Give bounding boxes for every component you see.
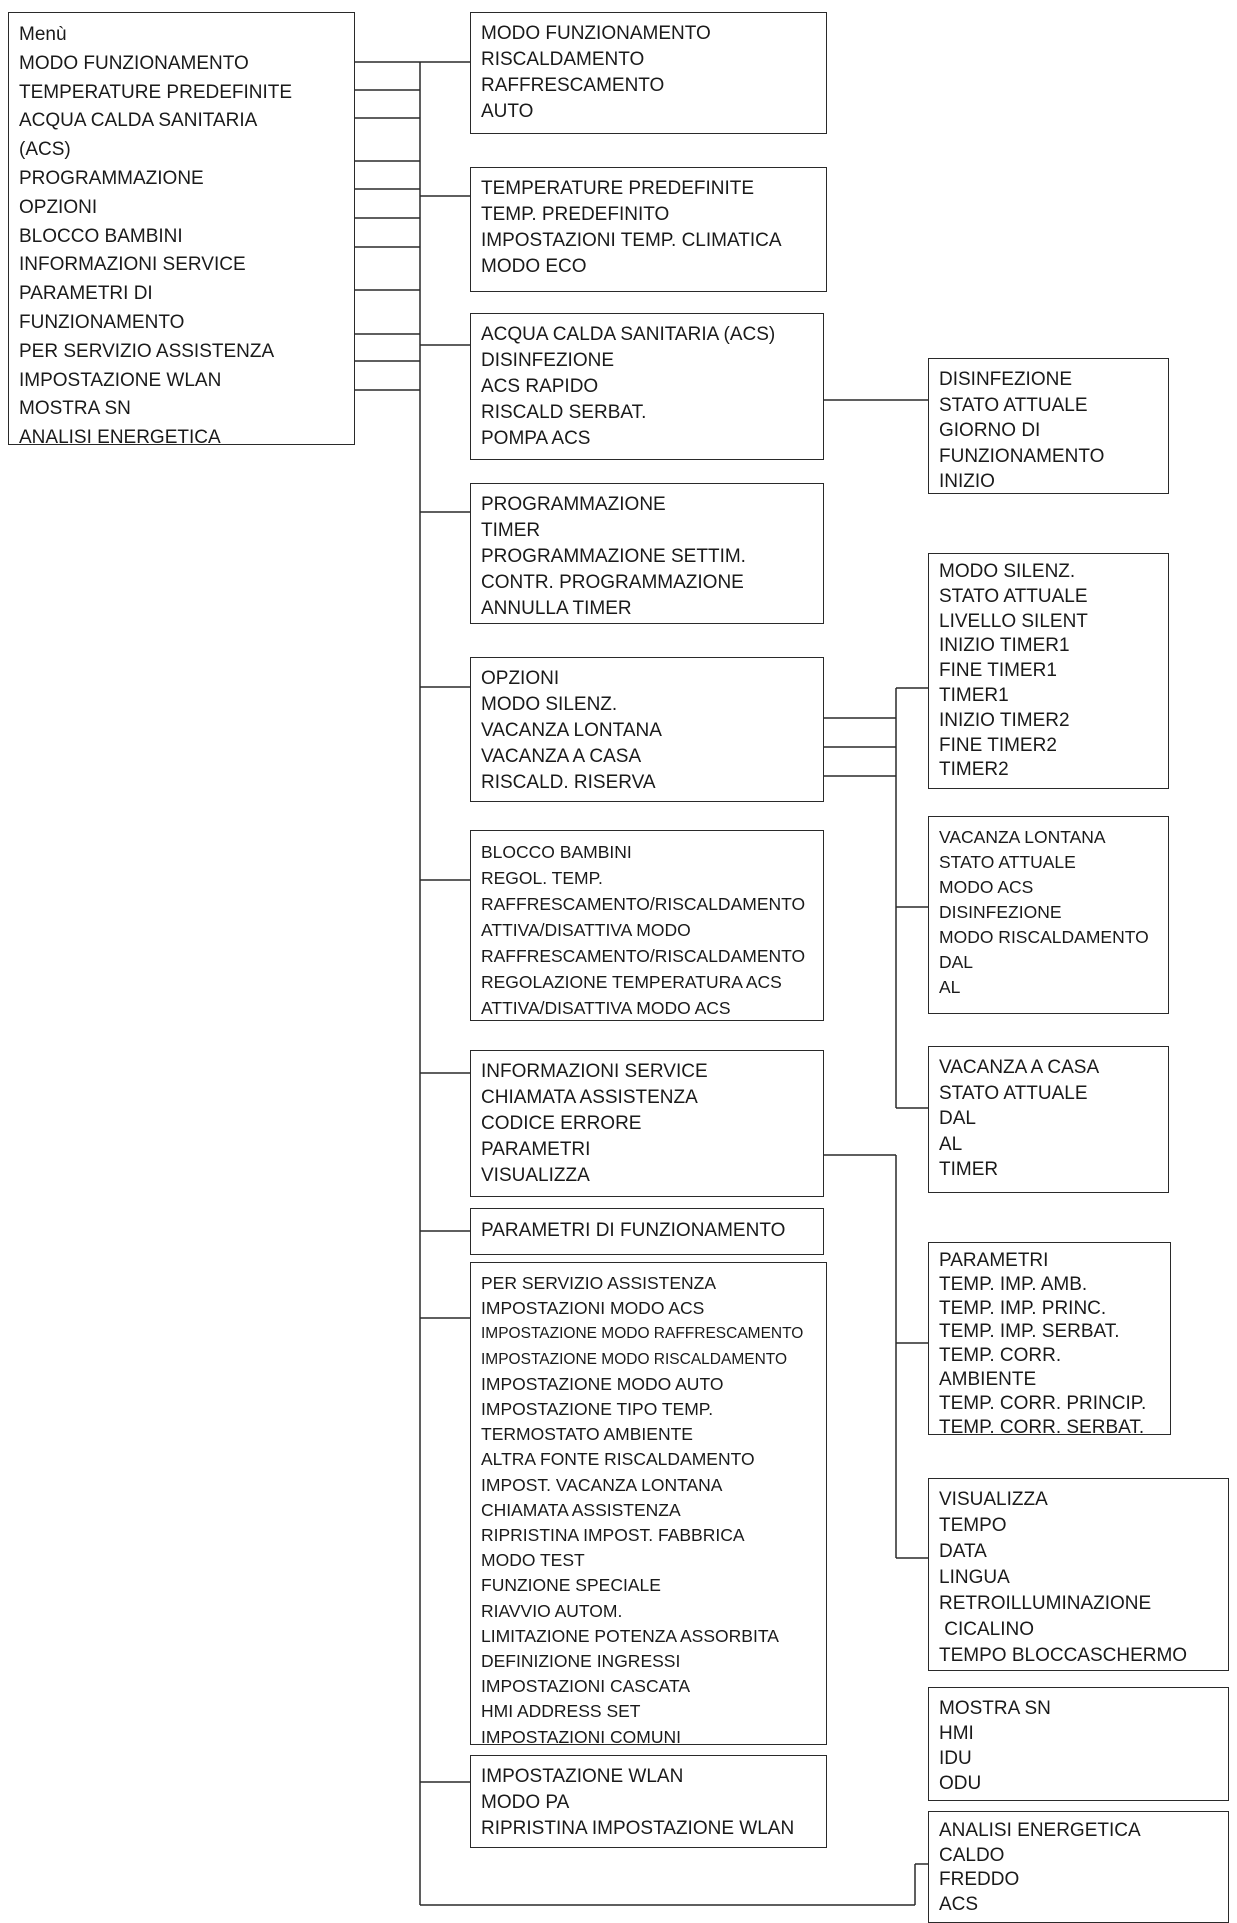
submenu-line: TEMP. PREDEFINITO	[481, 204, 670, 225]
submenu-line: PARAMETRI DI FUNZIONAMENTO	[481, 1220, 786, 1241]
detail-line: LINGUA	[939, 1567, 1010, 1588]
detail-analisi-energetica	[928, 1811, 1229, 1923]
submenu-line: RISCALDAMENTO	[481, 49, 645, 70]
submenu-informazioni-service	[470, 1050, 824, 1197]
submenu-line: MODO PA	[481, 1792, 570, 1813]
detail-line: STATO ATTUALE	[939, 394, 1088, 416]
detail-line: INIZIO	[939, 471, 995, 492]
detail-line: TEMPO BLOCCASCHERMO	[939, 1645, 1188, 1666]
submenu-line: RISCALD SERBAT.	[481, 402, 647, 423]
menu-item-funzionamento: FUNZIONAMENTO	[19, 311, 185, 333]
submenu-temperature-predefinite	[470, 167, 827, 292]
submenu-line: TEMPERATURE PREDEFINITE	[481, 178, 755, 199]
submenu-servizio-assistenza	[470, 1262, 827, 1745]
submenu-opzioni	[470, 657, 824, 802]
menu-item-temperature-predefinite: TEMPERATURE PREDEFINITE	[19, 81, 293, 103]
detail-line: CALDO	[939, 1844, 1005, 1866]
detail-disinfezione	[928, 358, 1169, 494]
detail-line: AL	[939, 977, 961, 997]
detail-line: RETROILLUMINAZIONE	[939, 1593, 1152, 1614]
detail-line: INIZIO TIMER1	[939, 635, 1070, 657]
detail-modo-silenz	[928, 553, 1169, 789]
detail-line: DAL	[939, 952, 974, 972]
submenu-line: ACS RAPIDO	[481, 376, 599, 397]
main-menu-box	[8, 12, 355, 449]
submenu-line: RAFFRESCAMENTO	[481, 75, 665, 96]
submenu-line: OPZIONI	[481, 668, 560, 689]
detail-line: TEMP. CORR. SERBAT.	[939, 1416, 1145, 1438]
submenu-line: RISCALD. RISERVA	[481, 772, 656, 793]
menu-item-programmazione: PROGRAMMAZIONE	[19, 167, 204, 189]
submenu-line: REGOL. TEMP.	[481, 868, 603, 888]
submenu-line: VACANZA A CASA	[481, 746, 642, 767]
detail-line: TEMP. IMP. AMB.	[939, 1273, 1088, 1295]
detail-line: HMI	[939, 1723, 974, 1744]
detail-line: ANALISI ENERGETICA	[939, 1820, 1141, 1841]
submenu-line: PROGRAMMAZIONE	[481, 494, 666, 515]
detail-line: ACS	[939, 1893, 979, 1915]
detail-line: STATO ATTUALE	[939, 1082, 1088, 1104]
submenu-line: FUNZIONE SPECIALE	[481, 1575, 661, 1596]
submenu-line: ALTRA FONTE RISCALDAMENTO	[481, 1449, 755, 1470]
submenu-line: IMPOSTAZIONE MODO RISCALDAMENTO	[481, 1350, 788, 1368]
submenu-line: MODO FUNZIONAMENTO	[481, 23, 711, 44]
submenu-line: HMI ADDRESS SET	[481, 1701, 641, 1722]
detail-line: FINE TIMER2	[939, 734, 1057, 756]
detail-line: DAL	[939, 1108, 976, 1129]
submenu-line: TERMOSTATO AMBIENTE	[481, 1424, 693, 1445]
detail-line: MOSTRA SN	[939, 1698, 1051, 1719]
submenu-line: LIMITAZIONE POTENZA ASSORBITA	[481, 1625, 779, 1646]
detail-line: STATO ATTUALE	[939, 852, 1076, 872]
detail-line: FUNZIONAMENTO	[939, 445, 1105, 467]
detail-line: DATA	[939, 1541, 987, 1562]
detail-line: MODO ACS	[939, 877, 1034, 897]
detail-line: MODO RISCALDAMENTO	[939, 927, 1149, 947]
detail-line: DISINFEZIONE	[939, 369, 1073, 390]
detail-visualizza	[928, 1478, 1229, 1671]
submenu-line: IMPOSTAZIONE MODO AUTO	[481, 1373, 724, 1394]
detail-line: TEMPO	[939, 1515, 1007, 1536]
submenu-line: ANNULLA TIMER	[481, 598, 632, 619]
submenu-line: MODO SILENZ.	[481, 694, 618, 715]
menu-item-blocco-bambini: BLOCCO BAMBINI	[19, 225, 183, 247]
detail-line: TIMER2	[939, 759, 1009, 781]
detail-line: TEMP. CORR. PRINCIP.	[939, 1392, 1147, 1414]
detail-line: MODO SILENZ.	[939, 561, 1076, 582]
submenu-line: DISINFEZIONE	[481, 350, 615, 371]
menu-item-mostra-sn: MOSTRA SN	[19, 398, 131, 420]
submenu-acs	[470, 313, 824, 460]
submenu-line: CHIAMATA ASSISTENZA	[481, 1087, 698, 1108]
detail-line: PARAMETRI	[939, 1250, 1049, 1271]
detail-mostra-sn	[928, 1687, 1229, 1801]
submenu-line: IMPOSTAZIONI COMUNI	[481, 1726, 681, 1747]
submenu-programmazione	[470, 483, 824, 624]
menu-item-informazioni-service: INFORMAZIONI SERVICE	[19, 254, 246, 276]
detail-line: IDU	[939, 1748, 972, 1769]
submenu-line: RAFFRESCAMENTO/RISCALDAMENTO	[481, 946, 806, 966]
submenu-line: IMPOSTAZIONI MODO ACS	[481, 1298, 705, 1319]
submenu-line: IMPOSTAZIONE TIPO TEMP.	[481, 1399, 714, 1420]
menu-item-acs-abbr: (ACS)	[19, 139, 71, 161]
submenu-line: ATTIVA/DISATTIVA MODO ACS	[481, 998, 731, 1018]
menu-item-impostazione-wlan: IMPOSTAZIONE WLAN	[19, 369, 222, 391]
submenu-line: VISUALIZZA	[481, 1165, 590, 1186]
submenu-blocco-bambini	[470, 830, 824, 1021]
menu-item-opzioni: OPZIONI	[19, 196, 98, 218]
submenu-line: DEFINIZIONE INGRESSI	[481, 1651, 681, 1672]
submenu-line: IMPOST. VACANZA LONTANA	[481, 1474, 723, 1495]
submenu-line: IMPOSTAZIONE WLAN	[481, 1766, 684, 1787]
detail-line: AMBIENTE	[939, 1368, 1037, 1390]
submenu-line: BLOCCO BAMBINI	[481, 842, 632, 862]
submenu-line: CHIAMATA ASSISTENZA	[481, 1499, 681, 1520]
submenu-line: RIAVVIO AUTOM.	[481, 1600, 623, 1621]
submenu-line: PROGRAMMAZIONE SETTIM.	[481, 546, 746, 567]
detail-line: INIZIO TIMER2	[939, 709, 1070, 731]
detail-line: TEMP. IMP. SERBAT.	[939, 1321, 1120, 1343]
submenu-line: RIPRISTINA IMPOST. FABBRICA	[481, 1525, 745, 1546]
detail-line: GIORNO DI	[939, 420, 1041, 441]
menu-title: Menù	[19, 24, 67, 45]
detail-line: VISUALIZZA	[939, 1489, 1048, 1510]
detail-line: TIMER	[939, 1159, 999, 1180]
detail-line: FREDDO	[939, 1869, 1020, 1890]
submenu-parametri-funzionamento	[470, 1208, 824, 1255]
submenu-line: REGOLAZIONE TEMPERATURA ACS	[481, 972, 782, 992]
detail-line: ODU	[939, 1773, 982, 1794]
submenu-line: MODO ECO	[481, 256, 587, 277]
detail-line: STATO ATTUALE	[939, 585, 1088, 607]
submenu-line: ATTIVA/DISATTIVA MODO	[481, 920, 691, 940]
submenu-line: RIPRISTINA IMPOSTAZIONE WLAN	[481, 1818, 795, 1839]
detail-line: CICALINO	[939, 1619, 1035, 1640]
detail-line: AL	[939, 1133, 963, 1155]
detail-line: LIVELLO SILENT	[939, 610, 1088, 632]
submenu-impostazione-wlan	[470, 1755, 827, 1848]
menu-item-parametri: PARAMETRI DI	[19, 283, 153, 305]
detail-line: VACANZA A CASA	[939, 1057, 1100, 1078]
submenu-line: CODICE ERRORE	[481, 1113, 642, 1134]
menu-item-analisi-energetica: ANALISI ENERGETICA	[19, 427, 221, 449]
submenu-line: ACQUA CALDA SANITARIA (ACS)	[481, 324, 776, 345]
detail-vacanza-casa	[928, 1046, 1169, 1193]
menu-item-servizio-assistenza: PER SERVIZIO ASSISTENZA	[19, 340, 275, 362]
submenu-line: VACANZA LONTANA	[481, 720, 662, 741]
submenu-line: PER SERVIZIO ASSISTENZA	[481, 1273, 717, 1293]
detail-line: TEMP. IMP. PRINC.	[939, 1297, 1107, 1319]
submenu-line: MODO TEST	[481, 1550, 585, 1571]
submenu-modo-funzionamento	[470, 12, 827, 134]
detail-parametri	[928, 1242, 1171, 1438]
detail-line: FINE TIMER1	[939, 660, 1057, 682]
submenu-line: PARAMETRI	[481, 1139, 591, 1160]
menu-item-modo-funzionamento: MODO FUNZIONAMENTO	[19, 52, 249, 74]
submenu-line: IMPOSTAZIONI CASCATA	[481, 1676, 691, 1697]
submenu-line: TIMER	[481, 520, 541, 541]
submenu-line: AUTO	[481, 101, 534, 122]
submenu-line: INFORMAZIONI SERVICE	[481, 1061, 708, 1082]
submenu-line: POMPA ACS	[481, 428, 591, 449]
menu-item-acs: ACQUA CALDA SANITARIA	[19, 110, 258, 132]
detail-line: TEMP. CORR.	[939, 1345, 1062, 1367]
submenu-line: IMPOSTAZIONE MODO RAFFRESCAMENTO	[481, 1325, 804, 1343]
submenu-line: RAFFRESCAMENTO/RISCALDAMENTO	[481, 894, 806, 914]
detail-line: TIMER1	[939, 684, 1009, 706]
detail-line: DISINFEZIONE	[939, 902, 1062, 922]
submenu-line: IMPOSTAZIONI TEMP. CLIMATICA	[481, 230, 782, 251]
detail-vacanza-lontana	[928, 816, 1169, 1014]
submenu-line: CONTR. PROGRAMMAZIONE	[481, 572, 744, 593]
detail-line: VACANZA LONTANA	[939, 827, 1106, 847]
